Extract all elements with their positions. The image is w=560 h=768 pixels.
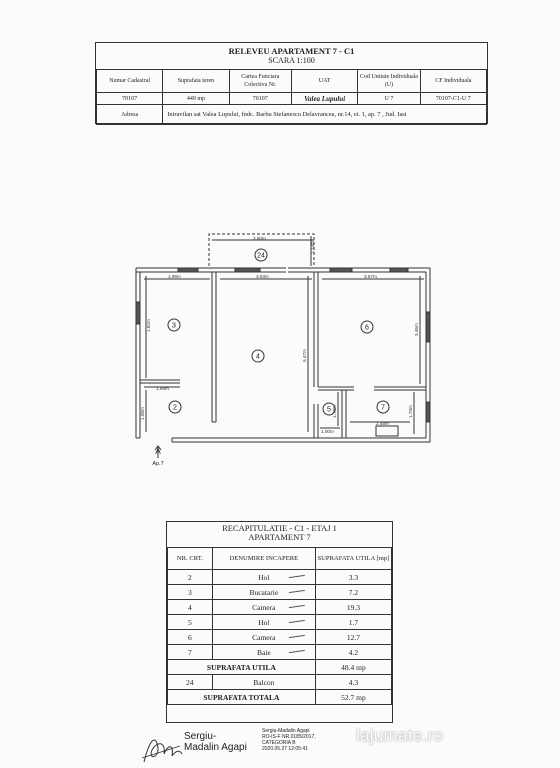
dim-balcony-width: 3.80m	[253, 236, 266, 241]
check-tick-icon	[289, 650, 305, 655]
row-area: 4.2	[315, 645, 391, 660]
dim-room6-height: 3.46m	[414, 323, 419, 336]
wall-room3-room4	[212, 272, 216, 422]
wall-bottom	[172, 438, 430, 442]
check-tick-icon	[289, 590, 305, 595]
val-suprafata-teren: 449 mp	[163, 93, 229, 105]
signer-name-line2: Madalin Agapi	[184, 742, 247, 753]
recap-title-1: RECAPITULATIE - C1 - ETAJ 1	[222, 523, 337, 533]
window	[426, 312, 430, 342]
bathtub-icon	[376, 426, 398, 436]
signature-detail-3: CATEGORIA B	[262, 740, 296, 746]
wall-room5-room7	[342, 390, 346, 438]
digital-signature	[140, 726, 390, 768]
window	[235, 268, 260, 272]
table-row	[168, 645, 392, 660]
window	[178, 268, 198, 272]
signer-name	[184, 731, 247, 753]
wall-top-right	[288, 268, 430, 272]
entrance-label: Ap.7	[152, 461, 164, 467]
row-name	[212, 615, 315, 630]
window	[330, 268, 352, 272]
room-label-7: 7	[381, 404, 385, 412]
floor-plan	[128, 232, 438, 472]
row-area: 7.2	[315, 585, 391, 600]
col-suprafata-teren: Suprafata teren	[163, 70, 229, 93]
recap-title-2: APARTAMENT 7	[248, 532, 311, 542]
dim-balcony-depth: 1.13m	[310, 241, 315, 254]
col-cod-unitate: Cod Unitate Individuala (U)	[358, 70, 420, 93]
col-uat: UAT	[291, 70, 357, 93]
dim-room2-width: 1.99m	[156, 386, 169, 391]
row-nr: 3	[168, 585, 213, 600]
dim-room3-width: 1.99m	[168, 274, 181, 279]
room-label-5: 5	[327, 406, 331, 414]
val-cf-individuala: 70107-C1-U 7	[420, 93, 486, 105]
dim-room5-height: 1.70m	[332, 405, 337, 418]
dim-room7-width: 2.48m	[376, 421, 389, 426]
util-value: 48.4 mp	[315, 660, 391, 675]
dim-room4-height: 5.47m	[302, 349, 307, 362]
dim-room5-width: 1.00m	[321, 429, 334, 434]
row-area: 4.3	[315, 675, 391, 690]
row-name-text: Camera	[252, 602, 276, 612]
dim-room3-height: 1.62m	[146, 319, 151, 332]
address-label: Adresa	[97, 105, 163, 125]
room-label-4: 4	[256, 353, 260, 361]
col-cf-individuala: CF Individuala	[420, 70, 486, 93]
check-tick-icon	[289, 575, 305, 580]
wall-top-left	[136, 268, 286, 272]
row-name-text: Bucatarie	[249, 587, 279, 597]
row-name	[212, 585, 315, 600]
window	[426, 402, 430, 422]
dim-room2-height: 1.08m	[140, 407, 145, 420]
recap-col-area: SUPRAFATA UTILA [mp]	[315, 548, 391, 570]
row-nr: 5	[168, 615, 213, 630]
check-tick-icon	[289, 605, 305, 610]
row-area: 1.7	[315, 615, 391, 630]
signature-details	[262, 728, 316, 752]
entrance-letter: A	[155, 447, 161, 456]
signature-scribble-icon	[140, 728, 184, 768]
window	[136, 302, 140, 324]
wall-room3-room2	[140, 380, 180, 383]
val-numar-cadastral: 70107	[97, 93, 163, 105]
row-area: 12.7	[315, 630, 391, 645]
recap-col-name: DENUMIRE INCAPERE	[212, 548, 315, 570]
address-value: Intravilan sat Valea Lupului, fndc. Barbu Stefanescu Delavrancea, nr.14, et. 1, ap. 7 , Jud. Iasi	[163, 105, 487, 125]
row-nr: 7	[168, 645, 213, 660]
recap-col-nr: NR. CRT.	[168, 548, 213, 570]
val-cartea-funciara: 70107	[229, 93, 291, 105]
row-name-text: Hol	[258, 572, 270, 582]
watermark-logo: lajumate.ro	[356, 726, 444, 745]
row-name	[212, 630, 315, 645]
doc-title: RELEVEU APARTAMENT 7 - C1	[228, 46, 355, 56]
col-numar-cadastral: Numar Cadastral	[97, 70, 163, 93]
total-label: SUPRAFATA TOTALA	[168, 690, 316, 705]
signature-detail-4: 2020.05.27 12:05:41	[262, 746, 308, 752]
row-name	[212, 600, 315, 615]
row-nr: 24	[168, 675, 213, 690]
row-area: 19.3	[315, 600, 391, 615]
row-area: 3.3	[315, 570, 391, 585]
check-tick-icon	[289, 620, 305, 625]
row-name: Balcon	[212, 675, 315, 690]
recap-table	[167, 547, 392, 705]
signature-detail-1: Sergiu-Madalin Agapi	[262, 728, 310, 734]
check-tick-icon	[289, 635, 305, 640]
room-label-6: 6	[365, 324, 369, 332]
row-name-text: Baie	[256, 647, 271, 657]
recap-box	[166, 521, 393, 723]
room-label-24: 24	[257, 252, 265, 260]
val-uat: Valea Lupului	[291, 93, 357, 105]
table-row	[168, 615, 392, 630]
dim-room7-height: 1.73m	[408, 405, 413, 418]
row-name	[212, 570, 315, 585]
total-value: 52.7 mp	[315, 690, 391, 705]
cadastral-table	[96, 69, 487, 125]
col-cartea-funciara: Cartea Funciara Colectiva Nr.	[229, 70, 291, 93]
wall-room4-room6	[314, 272, 318, 387]
table-row	[168, 585, 392, 600]
table-row	[168, 570, 392, 585]
util-label: SUPRAFATA UTILA	[168, 660, 316, 675]
table-row	[168, 630, 392, 645]
room-label-3: 3	[172, 322, 176, 330]
dim-room4-width: 3.53m	[256, 274, 269, 279]
row-name-text: Camera	[252, 632, 276, 642]
wall-room4-room5	[314, 404, 318, 438]
val-cod-unitate: U 7	[358, 93, 420, 105]
row-nr: 4	[168, 600, 213, 615]
header-box	[95, 42, 488, 124]
row-nr: 6	[168, 630, 213, 645]
room-label-2: 2	[173, 404, 177, 412]
signer-name-line1: Sergiu-	[184, 731, 217, 742]
doc-scale: SCARA 1:100	[268, 56, 315, 65]
row-name	[212, 645, 315, 660]
table-row	[168, 675, 392, 690]
table-row-total	[168, 690, 392, 705]
row-name-text: Hol	[258, 617, 270, 627]
row-nr: 2	[168, 570, 213, 585]
dim-room6-width: 3.57m	[364, 274, 377, 279]
wall-room6-lower-b	[374, 387, 426, 390]
wall-room6-lower-a	[318, 387, 354, 390]
window	[390, 268, 408, 272]
table-row	[168, 600, 392, 615]
signature-detail-2: RO-IS-F NR.0185/2017,	[262, 734, 316, 740]
table-row-util	[168, 660, 392, 675]
